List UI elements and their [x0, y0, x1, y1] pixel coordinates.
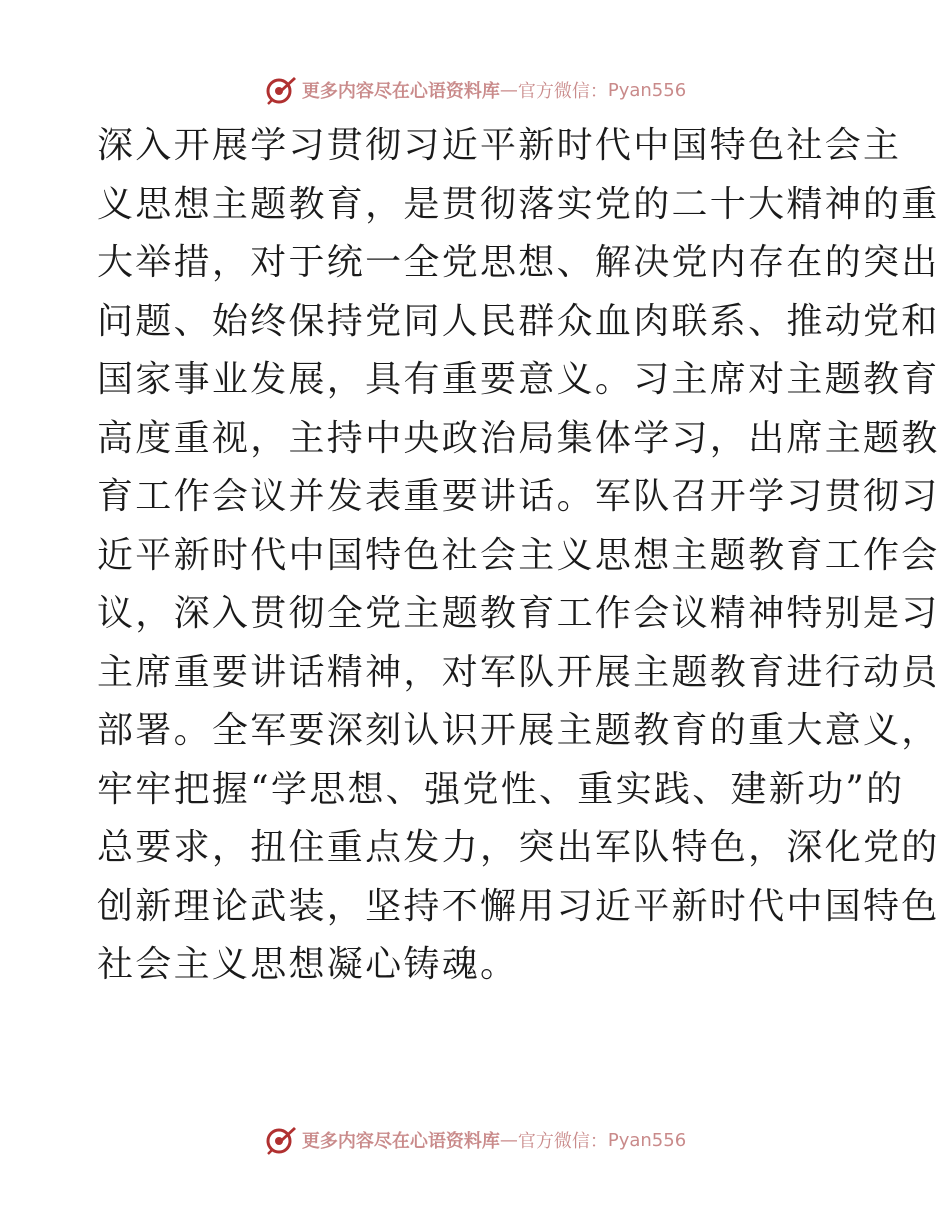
body-line: 高度重视，主持中央政治局集体学习，出席主题教 [97, 417, 940, 459]
footer-watermark [0, 1120, 950, 1160]
body-text [97, 117, 940, 995]
watermark-wechat-id: Pyan556 [607, 1129, 687, 1151]
watermark-label: 官方微信： [517, 1131, 608, 1152]
watermark-label: 官方微信： [517, 81, 608, 102]
watermark-main-text: 更多内容尽在心语资料库 [301, 1131, 500, 1152]
body-line: 义思想主题教育，是贯彻落实党的二十大精神的重 [97, 183, 940, 225]
body-line: 议，深入贯彻全党主题教育工作会议精神特别是习 [97, 593, 940, 634]
watermark-wechat-id: Pyan556 [607, 79, 687, 101]
body-line: 部署。全军要深刻认识开展主题教育的重大意义， [97, 710, 940, 751]
body-line: 近平新时代中国特色社会主义思想主题教育工作会 [97, 534, 940, 576]
body-line: 主席重要讲话精神，对军队开展主题教育进行动员 [97, 651, 940, 693]
watermark-separator: — [499, 79, 518, 101]
body-line: 育工作会议并发表重要讲话。军队召开学习贯彻习 [97, 476, 940, 517]
body-line: 牢牢把握“学思想、强党性、重实践、建新功”的 [97, 768, 905, 810]
body-line: 问题、始终保持党同人民群众血肉联系、推动党和 [97, 300, 940, 342]
body-line: 深入开展学习贯彻习近平新时代中国特色社会主 [97, 125, 902, 166]
logo-icon [264, 73, 298, 107]
body-line: 国家事业发展，具有重要意义。习主席对主题教育 [97, 359, 940, 400]
header-watermark [0, 70, 950, 110]
watermark-main-text: 更多内容尽在心语资料库 [301, 81, 500, 102]
body-line: 创新理论武装，坚持不懈用习近平新时代中国特色 [97, 885, 940, 927]
logo-icon [264, 1123, 298, 1157]
body-line: 总要求，扭住重点发力，突出军队特色，深化党的 [97, 827, 940, 868]
body-line: 大举措，对于统一全党思想、解决党内存在的突出 [97, 242, 940, 283]
body-line: 社会主义思想凝心铸魂。 [97, 944, 519, 985]
watermark-separator: — [499, 1129, 518, 1151]
